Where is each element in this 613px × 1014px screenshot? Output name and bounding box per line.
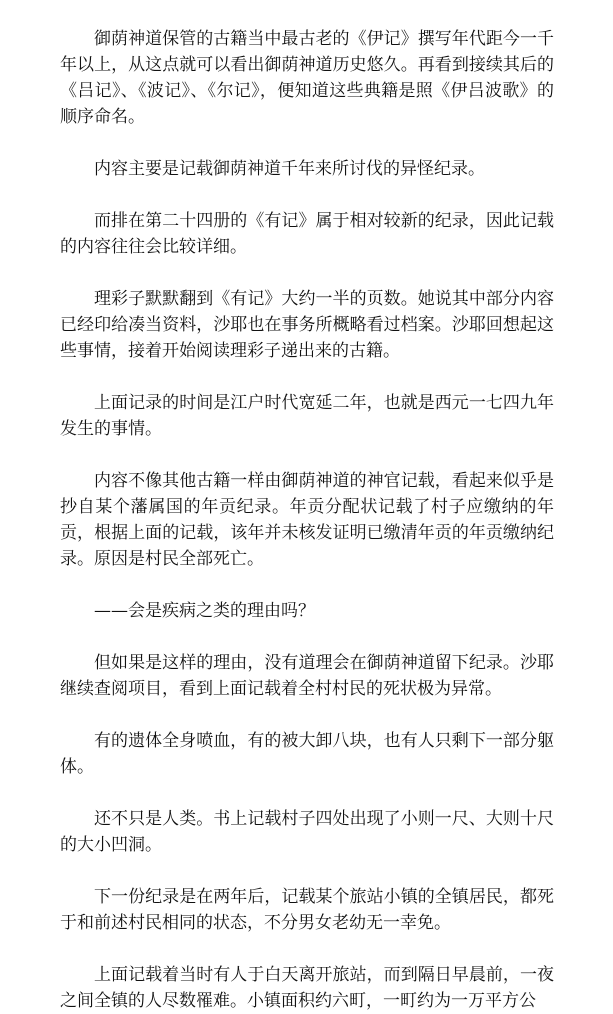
- paragraph-10: 还不只是人类。书上记载村子四处出现了小则一尺、大则十尺的大小凹洞。: [60, 809, 554, 855]
- paragraph-7: ——会是疾病之类的理由吗？: [94, 601, 315, 621]
- paragraph-12: 上面记载着当时有人于白天离开旅站，而到隔日早晨前，一夜之间全镇的人尽数罹难。小镇面积约六町，一町约为一万平方公: [60, 965, 554, 1011]
- paragraph-6: 内容不像其他古籍一样由御荫神道的神官记载，看起来似乎是抄自某个藩属国的年贡纪录。年贡分配状记载了村子应缴纳的年贡，根据上面的记载，该年并未核发证明已缴清年贡的年贡缴纳纪录。原因是村民全部死亡。: [60, 471, 554, 569]
- paragraph-4: 理彩子默默翻到《有记》大约一半的页数。她说其中部分内容已经印给凑当资料，沙耶也在事务所概略看过档案。沙耶回想起这些事情，接着开始阅读理彩子递出来的古籍。: [60, 289, 554, 361]
- paragraph-2: 内容主要是记载御荫神道千年来所讨伐的异怪纪录。: [94, 159, 485, 179]
- document-page: [60, 26, 554, 1014]
- paragraph-11: 下一份纪录是在两年后，记载某个旅站小镇的全镇居民，都死于和前述村民相同的状态，不分男女老幼无一幸免。: [60, 887, 554, 933]
- paragraph-5: 上面记录的时间是江户时代宽延二年，也就是西元一七四九年发生的事情。: [60, 393, 554, 439]
- paragraph-3: 而排在第二十四册的《有记》属于相对较新的纪录，因此记载的内容往往会比较详细。: [60, 211, 554, 257]
- paragraph-1: 御荫神道保管的古籍当中最古老的《伊记》撰写年代距今一千年以上，从这点就可以看出御荫神道历史悠久。再看到接续其后的《吕记》、《波记》、《尔记》，便知道这些典籍是照《伊吕波歌》的顺序命名。: [60, 29, 554, 127]
- paragraph-9: 有的遗体全身喷血，有的被大卸八块，也有人只剩下一部分躯体。: [60, 731, 554, 777]
- paragraph-8: 但如果是这样的理由，没有道理会在御荫神道留下纪录。沙耶继续查阅项目，看到上面记载着全村村民的死状极为异常。: [60, 653, 554, 699]
